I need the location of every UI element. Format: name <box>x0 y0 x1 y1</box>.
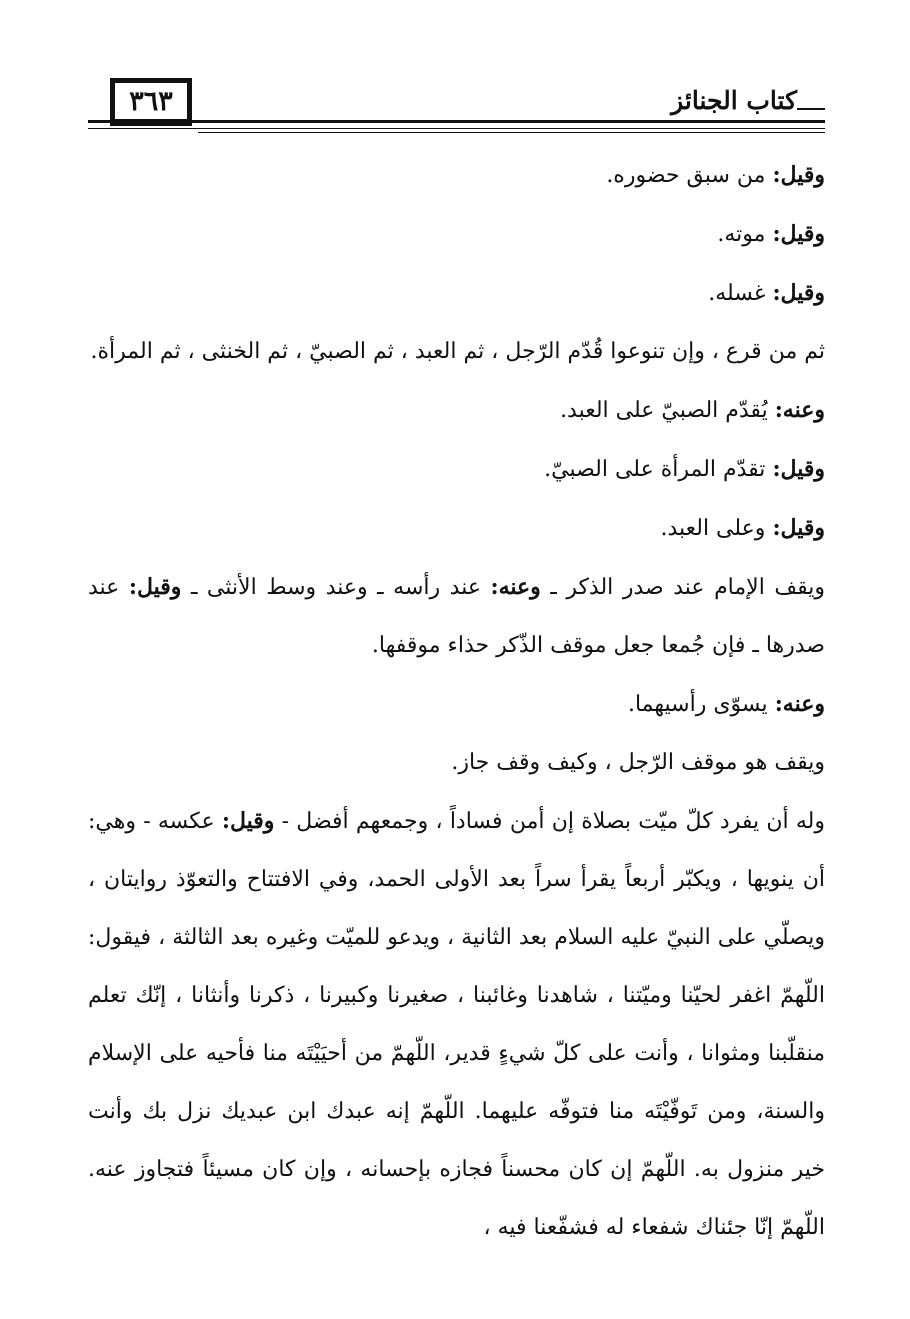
paragraph-label: وقيل: <box>772 280 825 306</box>
paragraph-label: وقيل: <box>772 456 825 482</box>
paragraph <box>88 558 825 675</box>
paragraph <box>88 264 825 323</box>
paragraph-text: ثم من قرع ، وإن تنوعوا قُدّم الرّجل ، ثم العبد ، ثم الصبيّ ، ثم الخنثى ، ثم المرأة. <box>90 339 825 364</box>
paragraph-text: غسله. <box>708 281 766 306</box>
header-rule-thin <box>88 128 825 129</box>
page-header <box>88 76 825 136</box>
paragraph-text: من سبق حضوره. <box>606 163 766 188</box>
paragraph-label: وعنه: <box>774 397 825 423</box>
page-number: ٣٦٣ <box>110 78 192 126</box>
text-segment: وله أن يفرد كلّ ميّت بصلاة إن أمن فساداً ، وجمعهم أفضل - <box>274 809 825 834</box>
header-rule-lower <box>198 132 825 133</box>
paragraph-label: وقيل: <box>772 515 825 541</box>
paragraph <box>88 323 825 381</box>
paragraph-label: وعنه: <box>490 574 541 600</box>
running-title: كتاب الجنائز <box>661 86 803 115</box>
text-segment: عند صدرها ـ فإن جُمعا جعل موقف الذّكر حذاء موقفها. <box>88 575 825 658</box>
paragraph-label: وعنه: <box>774 691 825 717</box>
paragraph-text: تقدّم المرأة على الصبيّ. <box>544 457 766 482</box>
paragraph-label: وقيل: <box>128 574 182 600</box>
paragraph-text: موته. <box>717 222 766 247</box>
text-segment: ويقف الإمام عند صدر الذكر ـ <box>540 575 826 600</box>
paragraph <box>88 381 825 440</box>
paragraph <box>88 499 825 558</box>
title-dash <box>797 108 825 110</box>
paragraph-text: وعلى العبد. <box>660 516 766 541</box>
paragraph <box>88 205 825 264</box>
paragraph <box>88 675 825 734</box>
paragraph <box>88 146 825 205</box>
body-text <box>88 146 825 1257</box>
header-rule <box>88 120 825 123</box>
paragraph-label: وقيل: <box>772 162 825 188</box>
paragraph-label: وقيل: <box>221 808 275 834</box>
text-segment: عند رأسه ـ وعند وسط الأنثى ـ <box>181 575 491 600</box>
paragraph <box>88 734 825 792</box>
paragraph-label: وقيل: <box>772 221 825 247</box>
paragraph-text: ويقف هو موقف الرّجل ، وكيف وقف جاز. <box>451 750 825 775</box>
paragraph <box>88 440 825 499</box>
text-segment: عكسه - وهي: أن ينويها ، ويكبّر أربعاً يقرأ سراً بعد الأولى الحمد، وفي الافتتاح والتعوّذ روايتان ، ويصلّي على النبيّ عليه السلام بعد الثانية ، ويدعو للميّت وغيره بعد الثالثة ، فيقول: اللّهمّ اغفر لحيّنا وميّتنا ، شاهدنا وغائبنا ، صغيرنا وكبيرنا ، ذكرنا وأنثانا ، إنّك تعلم منقلّبنا ومثوانا ، وأنت على كلّ شيءٍ قدير، اللّهمّ من أحيَيْتَه منا فأحيه على الإسلام والسنة، ومن تَوفّيْتَه منا فتوفّه عليهما. اللّهمّ إنه عبدك ابن عبديك نزل بك وأنت خير منزول به. اللّهمّ إن كان محسناً فجازه بإحسانه ، وإن كان مسيئاً فتجاوز عنه. اللّهمّ إنّا جئناك شفعاء له فشفّعنا فيه ، <box>88 809 825 1240</box>
paragraph-text: يسوّى رأسيهما. <box>627 692 768 717</box>
paragraph-text: يُقدّم الصبيّ على العبد. <box>560 398 768 423</box>
paragraph <box>88 792 825 1257</box>
